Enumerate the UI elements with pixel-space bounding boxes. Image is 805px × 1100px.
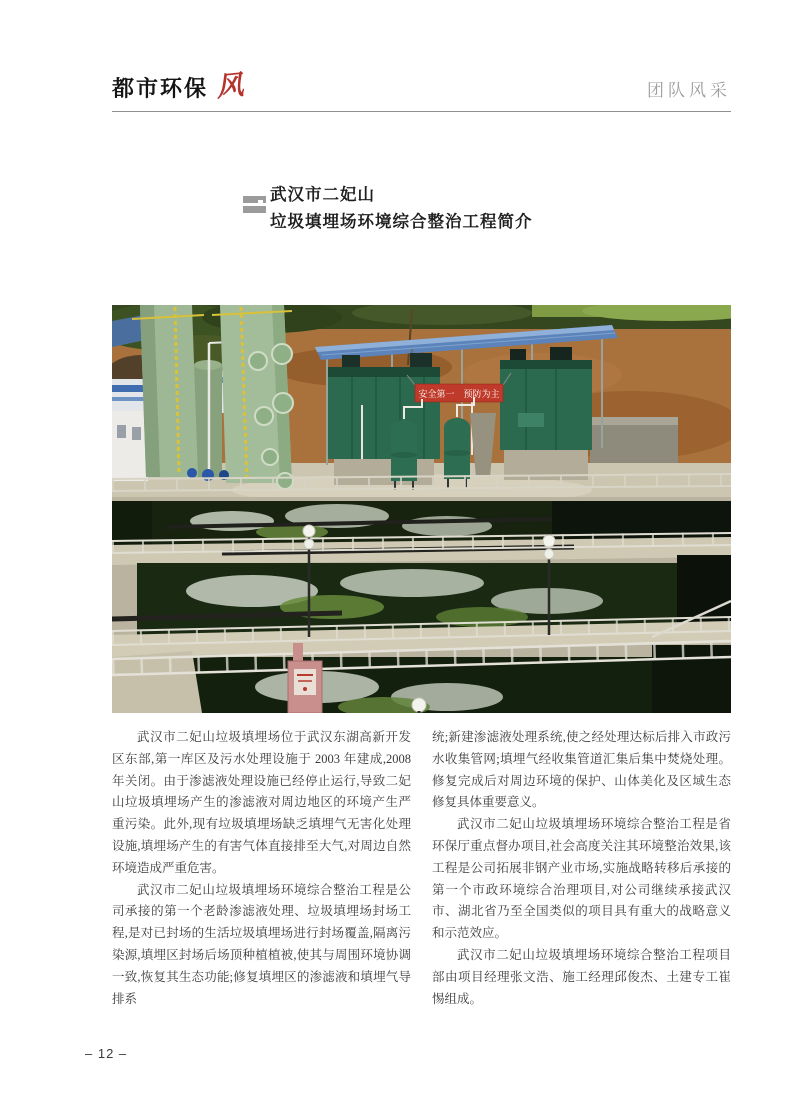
page-number: – 12 –: [85, 1046, 128, 1061]
paragraph: 武汉市二妃山垃圾填埋场环境综合整治工程是省环保厅重点督办项目,社会高度关注其环境整治效果,该工程是公司拓展非钢产业市场,实施战略转移后承接的第一个市政环境综合治理项目,对公司继续承接武汉市、湖北省乃至全国类似的项目具有重大的战略意义和示范效应。: [432, 817, 731, 941]
paragraph: 武汉市二妃山垃圾填埋场环境综合整治工程项目部由项目经理张文浩、施工经理邱俊杰、土建专工崔惕组成。: [432, 947, 731, 1006]
article-title-line1: 武汉市二妃山: [270, 186, 375, 204]
article-column-right: [432, 727, 731, 1010]
safety-banner-text: 安全第一 预防为主: [418, 389, 500, 399]
section-label: 团队风采: [647, 81, 731, 100]
article-column-left: [112, 727, 411, 1010]
section-marker-icon: [243, 196, 266, 213]
article-title: [270, 182, 533, 236]
article-title-line2: 垃圾填埋场环境综合整治工程简介: [270, 213, 533, 231]
facility-photo: [112, 305, 731, 713]
paragraph: 武汉市二妃山垃圾填埋场环境综合整治工程是公司承接的第一个老龄渗滤液处理、垃圾填埋场封场工程,是对已封场的生活垃圾填埋场进行封场覆盖,隔离污染源,填埋区封场后场顶种植植被,使其与周围环境协调一致,恢复其生态功能;修复填埋区的渗滤液和填埋气导排系: [112, 882, 411, 1006]
publication-logo: 都市环保: [112, 77, 209, 102]
logo-calligraphy-seal: 风: [214, 69, 245, 104]
header-divider: [112, 111, 731, 112]
paragraph-continuation: 统;新建渗滤液处理系统,使之经处理达标后排入市政污水收集管网;填埋气经收集管道汇集后集中焚烧处理。修复完成后对周边环境的保护、山体美化及区域生态修复具体重要意义。: [432, 730, 731, 810]
marker-bar: [243, 203, 266, 206]
paragraph: 武汉市二妃山垃圾填埋场位于武汉东湖高新开发区东部,第一库区及污水处理设施于 2003 年建成,2008 年关闭。由于渗滤液处理设施已经停止运行,导致二妃山垃圾填埋场产生的渗滤液对周边地区的环境产生严重污染。此外,现有垃圾填埋场缺乏填埋气无害化处理设施,填埋场产生的有害气体直接排至大气,对周边自然环境造成严重危害。: [112, 730, 411, 875]
aeration-basins: [112, 497, 731, 713]
article-body: [112, 727, 731, 1010]
marker-notch: [258, 200, 263, 203]
